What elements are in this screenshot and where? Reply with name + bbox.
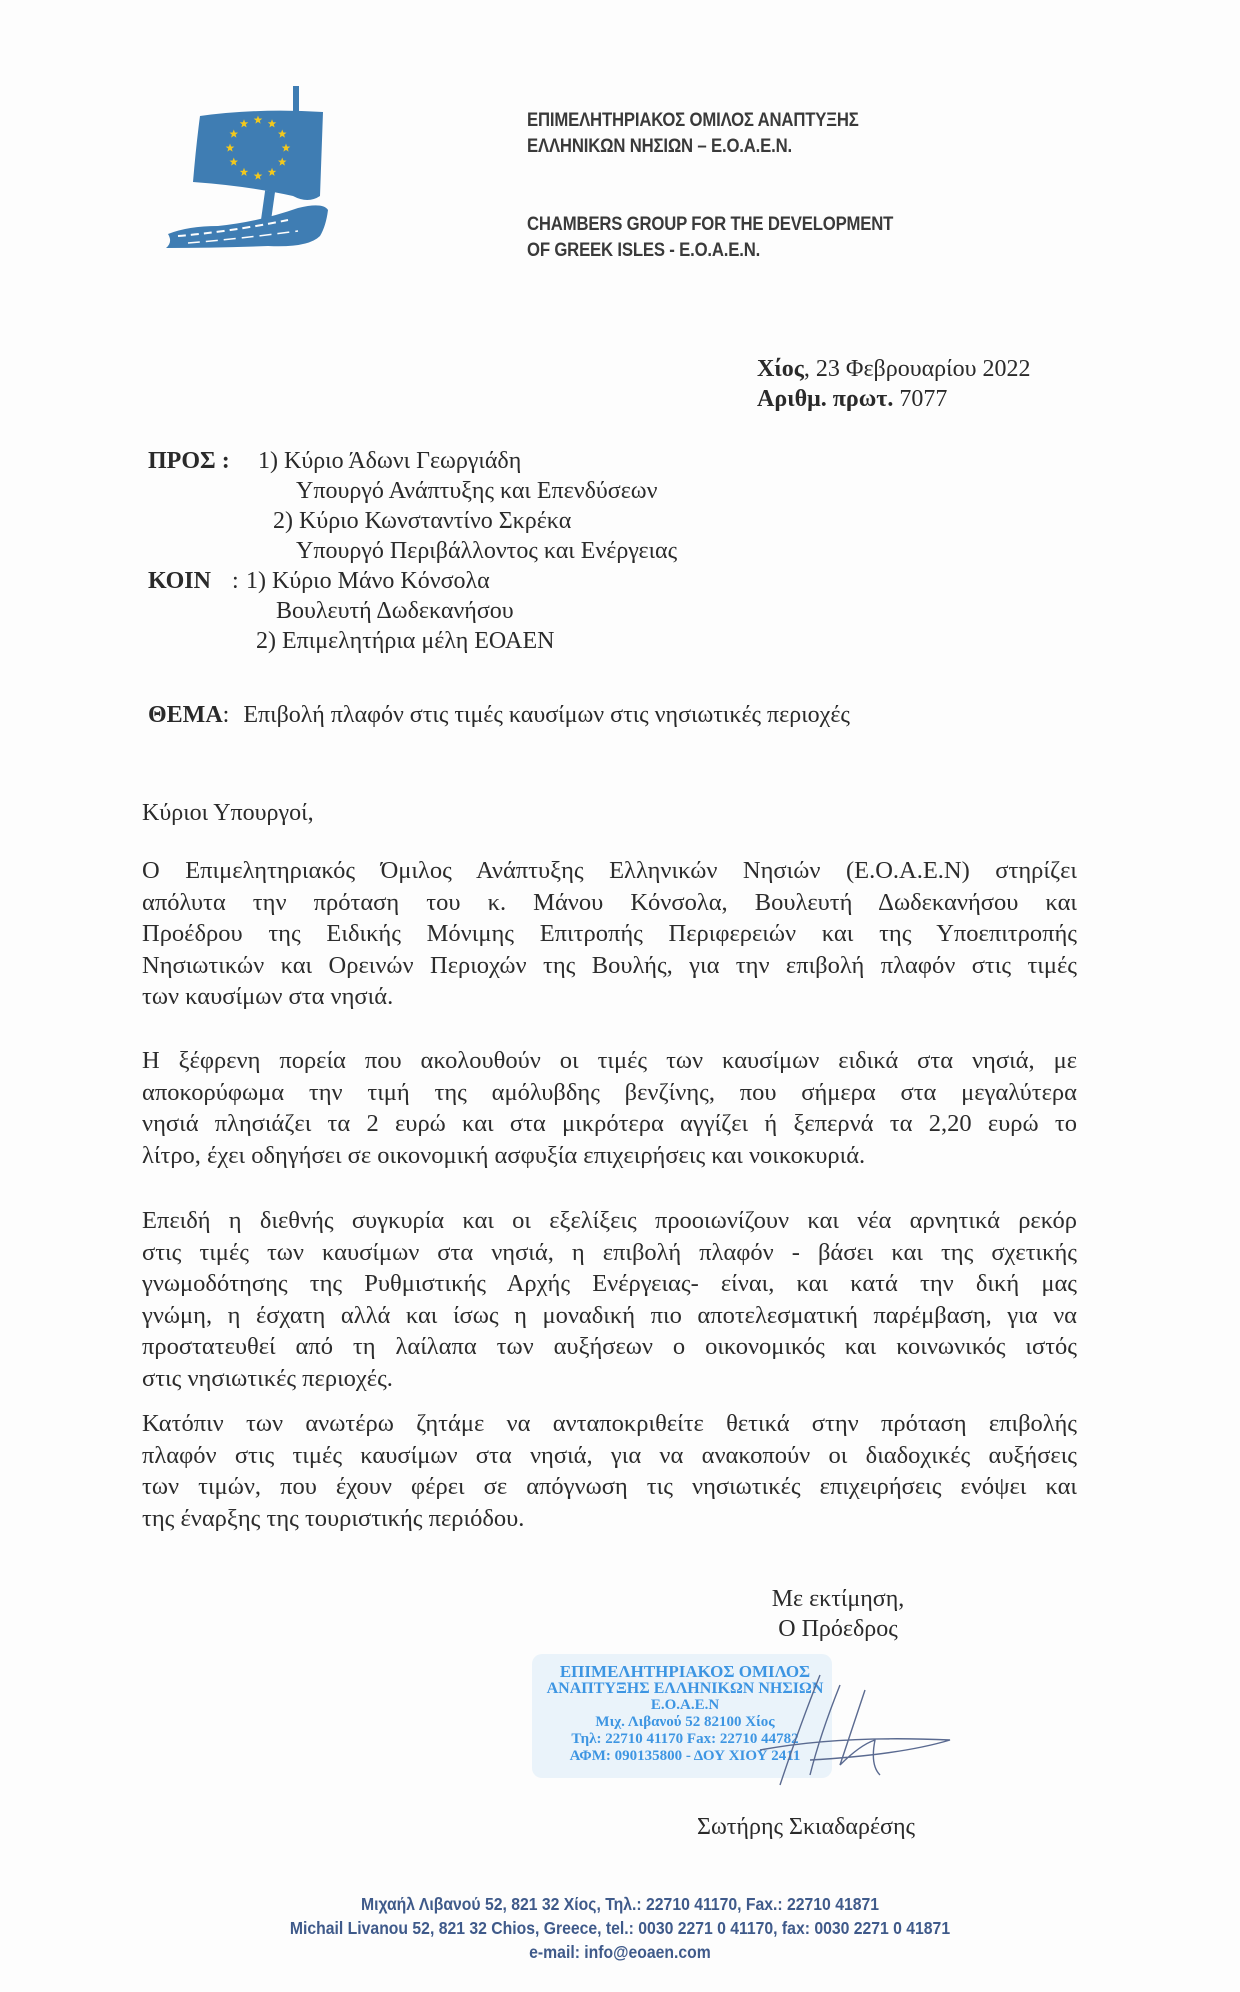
cc-label: ΚΟΙΝ [148, 568, 211, 594]
protocol-number: 7077 [893, 386, 948, 412]
date: , 23 Φεβρουαρίου 2022 [803, 356, 1031, 382]
paragraph-line: απόλυτα την πρόταση του κ. Μάνου Κόνσολα, Βουλευτή Δωδεκανήσου και [142, 888, 1077, 916]
body-paragraph-1 [142, 855, 1077, 1013]
footer-address [62, 1892, 1178, 1964]
recipient-title: Υπουργό Ανάπτυξης και Επενδύσεων [296, 478, 658, 504]
stamp-line: Ε.Ο.Α.Ε.Ν [650, 1697, 720, 1713]
cc-colon: : [232, 568, 239, 594]
subject-text: Επιβολή πλαφόν στις τιμές καυσίμων στις νησιωτικές περιοχές [243, 702, 850, 728]
stamp-line: Τηλ: 22710 41170 Fax: 22710 44782 [571, 1731, 799, 1747]
stamp-line: ΕΠΙΜΕΛΗΤΗΡΙΑΚΟΣ ΟΜΙΛΟΣ [559, 1662, 811, 1681]
org-name-english-line1: CHAMBERS GROUP FOR THE DEVELOPMENT [527, 214, 894, 235]
cc-recipient-name: 1) Κύριο Μάνο Κόνσολα [246, 568, 490, 594]
handwritten-signature [700, 1665, 960, 1795]
stamp-line: ΑΝΑΠΤΥΞΗΣ ΕΛΛΗΝΙΚΩΝ ΝΗΣΙΩΝ [546, 1680, 824, 1697]
paragraph-line: στις τιμές των καυσίμων στα νησιά, η επιβολή πλαφόν - βάσει και της σχετικής [142, 1238, 1077, 1266]
cc-recipient-title: Βουλευτή Δωδεκανήσου [276, 598, 514, 624]
subject-line [148, 700, 1098, 730]
paragraph-line: πλαφόν στις τιμές καυσίμων στα νησιά, για να ανακοπούν οι διαδοχικές αυξήσεις [142, 1441, 1077, 1469]
date-line [757, 354, 1031, 384]
stamp-line: Μιχ. Λιβανού 52 82100 Χίος [595, 1714, 775, 1730]
paragraph-line: Προέδρου της Ειδικής Μόνιμης Επιτροπής Περιφερειών και της Υποεπιτροπής [142, 920, 1077, 947]
org-name-english-line2: OF GREEK ISLES - E.O.A.E.N. [527, 240, 761, 261]
paragraph-line: των τιμών, που έχουν φέρει σε απόγνωση τις νησιωτικές επιχειρήσεις ενόψει και [142, 1473, 1077, 1500]
paragraph-line: γνώμη, η έσχατη αλλά και ίσως η μοναδική πιο αποτελεσματική παρέμβαση, για να [142, 1301, 1077, 1329]
recipient-name: 1) Κύριο Άδωνι Γεωργιάδη [258, 448, 522, 474]
org-name-greek-line1: ΕΠΙΜΕΛΗΤΗΡΙΑΚΟΣ ΟΜΙΛΟΣ ΑΝΑΠΤΥΞΗΣ [527, 110, 859, 131]
paragraph-line: νησιά πλησιάζει τα 2 ευρώ και στα μικρότερα αγγίζει ή ξεπερνά τα 2,20 ευρώ το [142, 1110, 1077, 1137]
organization-logo [148, 86, 348, 251]
cc-recipient-name: 2) Επιμελητήρια μέλη ΕΟΑΕΝ [256, 628, 555, 654]
paragraph-line: της έναρξης της τουριστικής περιόδου. [142, 1504, 525, 1532]
to-label: ΠΡΟΣ : [148, 448, 230, 474]
org-name-greek [527, 108, 859, 160]
salutation: Κύριοι Υπουργοί, [142, 800, 314, 826]
paragraph-line: Ο Επιμελητηριακός Όμιλος Ανάπτυξης Ελληνικών Νησιών (Ε.Ο.Α.Ε.Ν) στηρίζει [142, 857, 1077, 884]
subject-colon: : [222, 702, 230, 728]
protocol-label: Αριθμ. πρωτ. [757, 386, 894, 412]
stamp-line: ΑΦΜ: 090135800 - ΔΟΥ ΧΙΟΥ 2411 [569, 1748, 801, 1764]
recipients-block [148, 446, 848, 656]
body-paragraph-3 [142, 1205, 1077, 1394]
org-name-english [527, 212, 893, 264]
paragraph-line: των καυσίμων στα νησιά. [142, 983, 394, 1010]
org-name-greek-line2: ΕΛΛΗΝΙΚΩΝ ΝΗΣΙΩΝ – Ε.Ο.Α.Ε.Ν. [527, 136, 792, 157]
closing-block [748, 1584, 928, 1644]
place: Χίος [757, 356, 804, 382]
footer-email[interactable]: e-mail: info@eoaen.com [529, 1942, 711, 1962]
paragraph-line: Νησιωτικών και Ορεινών Περιοχών της Βουλής, για την επιβολή πλαφόν στις τιμές [142, 951, 1077, 979]
protocol-line [757, 384, 1031, 414]
paragraph-line: Η ξέφρενη πορεία που ακολουθούν οι τιμές των καυσίμων ειδικά στα νησιά, με [142, 1047, 1077, 1074]
paragraph-line: Επειδή η διεθνής συγκυρία και οι εξελίξεις προοιωνίζουν και νέα αρνητικά ρεκόρ [142, 1207, 1077, 1234]
paragraph-line: γνωμοδότησης της Ρυθμιστικής Αρχής Ενέργειας- είναι, και κατά την δική μας [142, 1270, 1077, 1297]
body-paragraph-4 [142, 1408, 1077, 1534]
recipient-title: Υπουργό Περιβάλλοντος και Ενέργειας [296, 538, 678, 564]
closing-role: Ο Πρόεδρος [778, 1616, 898, 1642]
paragraph-line: αποκορύφωμα την τιμή της αμόλυβδης βενζίνης, που σήμερα στα μεγαλύτερα [142, 1078, 1077, 1106]
paragraph-line: στις νησιωτικές περιοχές. [142, 1364, 393, 1392]
paragraph-line: λίτρο, έχει οδηγήσει σε οικονομική ασφυξία επιχειρήσεις και νοικοκυριά. [142, 1141, 866, 1169]
paragraph-line: προστατευθεί από τη λαίλαπα των αυξήσεων ο οικονομικός και κοινωνικός ιστός [142, 1333, 1077, 1360]
closing-regards: Με εκτίμηση, [771, 1586, 905, 1612]
subject-label: ΘΕΜΑ [148, 702, 223, 728]
ship-with-eu-stars-sail-icon [148, 86, 348, 251]
signer-name: Σωτήρης Σκιαδαρέσης [697, 1814, 916, 1840]
paragraph-line: Κατόπιν των ανωτέρω ζητάμε να ανταποκριθείτε θετικά στην πρόταση επιβολής [142, 1410, 1077, 1437]
body-paragraph-2 [142, 1045, 1077, 1171]
footer-line-english: Michail Livanou 52, 821 32 Chios, Greece, tel.: 0030 2271 0 41170, fax: 0030 2271 0 41871 [289, 1918, 951, 1938]
recipient-name: 2) Κύριο Κωνσταντίνο Σκρέκα [273, 508, 572, 534]
date-block [757, 354, 1031, 414]
footer-line-greek: Μιχαήλ Λιβανού 52, 821 32 Χίος, Τηλ.: 22710 41170, Fax.: 22710 41871 [360, 1894, 880, 1914]
